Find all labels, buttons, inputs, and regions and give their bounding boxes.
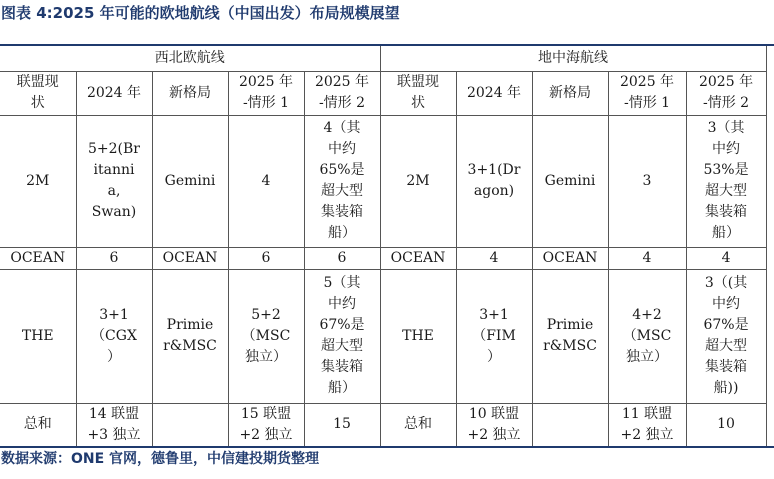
table-cell: OCEAN: [152, 247, 228, 269]
table-cell: 4+2 （MSC 独立）: [608, 269, 686, 403]
col-header-scenario-1: 2025 年 -情形 1: [228, 71, 304, 115]
column-header-row: [0, 71, 766, 115]
table-cell: 4（其 中约 65%是 超大型 集装箱 船）: [304, 115, 380, 247]
table-cell: 5+2 （MSC 独立）: [228, 269, 304, 403]
row-label: 总和: [380, 403, 456, 446]
region-header-europe: 西北欧航线: [0, 46, 380, 71]
table-cell: 3（其 中约 53%是 超大型 集装箱 船）: [686, 115, 766, 247]
table-cell: Primie r&MSC: [152, 269, 228, 403]
table-cell: 6: [304, 247, 380, 269]
layout-table: [0, 46, 767, 446]
table-row-total: [0, 403, 766, 446]
table-cell: 6: [76, 247, 152, 269]
table-cell: 10 联盟 +2 独立: [456, 403, 532, 446]
table-cell: Gemini: [152, 115, 228, 247]
row-label: 总和: [0, 403, 76, 446]
table-cell: Primie r&MSC: [532, 269, 608, 403]
source-note: 数据来源：ONE 官网，德鲁里，中信建投期货整理: [1, 451, 320, 467]
table-cell: 3: [608, 115, 686, 247]
table-cell: 3+1 （CGX ）: [76, 269, 152, 403]
figure-title: 图表 4:2025 年可能的欧地航线（中国出发）布局规模展望: [1, 4, 400, 22]
table-cell: 10: [686, 403, 766, 446]
table-cell: 11 联盟 +2 独立: [608, 403, 686, 446]
table-row-2m: [0, 115, 766, 247]
row-label: THE: [0, 269, 76, 403]
col-header-2024: 2024 年: [76, 71, 152, 115]
row-label: 2M: [380, 115, 456, 247]
table-cell: Gemini: [532, 115, 608, 247]
table-cell: 5+2(Br itanni a, Swan): [76, 115, 152, 247]
col-header-2024: 2024 年: [456, 71, 532, 115]
table-cell: 4: [456, 247, 532, 269]
table-cell: 4: [608, 247, 686, 269]
table-cell: 3（(其 中约 67%是 超大型 集装箱 船)): [686, 269, 766, 403]
table-cell: 4: [228, 115, 304, 247]
col-header-scenario-2: 2025 年 -情形 2: [304, 71, 380, 115]
row-label: THE: [380, 269, 456, 403]
region-header-row: [0, 46, 766, 71]
table-row-the: [0, 269, 766, 403]
table-cell: 15: [304, 403, 380, 446]
table-cell: [532, 403, 608, 446]
table-cell: [152, 403, 228, 446]
table-cell: 14 联盟 +3 独立: [76, 403, 152, 446]
col-header-alliance: 联盟现 状: [0, 71, 76, 115]
table-cell: 6: [228, 247, 304, 269]
region-header-med: 地中海航线: [380, 46, 766, 71]
col-header-new-pattern: 新格局: [532, 71, 608, 115]
table-cell: 15 联盟 +2 独立: [228, 403, 304, 446]
col-header-scenario-1: 2025 年 -情形 1: [608, 71, 686, 115]
col-header-alliance: 联盟现 状: [380, 71, 456, 115]
row-label: OCEAN: [380, 247, 456, 269]
row-label: OCEAN: [0, 247, 76, 269]
row-label: 2M: [0, 115, 76, 247]
table-row-ocean: [0, 247, 766, 269]
table-cell: 4: [686, 247, 766, 269]
col-header-scenario-2: 2025 年 -情形 2: [686, 71, 766, 115]
table-cell: 5（其 中约 67%是 超大型 集装箱 船）: [304, 269, 380, 403]
table-cell: 3+1 （FIM ）: [456, 269, 532, 403]
table-cell: 3+1(Dr agon): [456, 115, 532, 247]
bottom-rule: [0, 446, 774, 448]
table-cell: OCEAN: [532, 247, 608, 269]
col-header-new-pattern: 新格局: [152, 71, 228, 115]
